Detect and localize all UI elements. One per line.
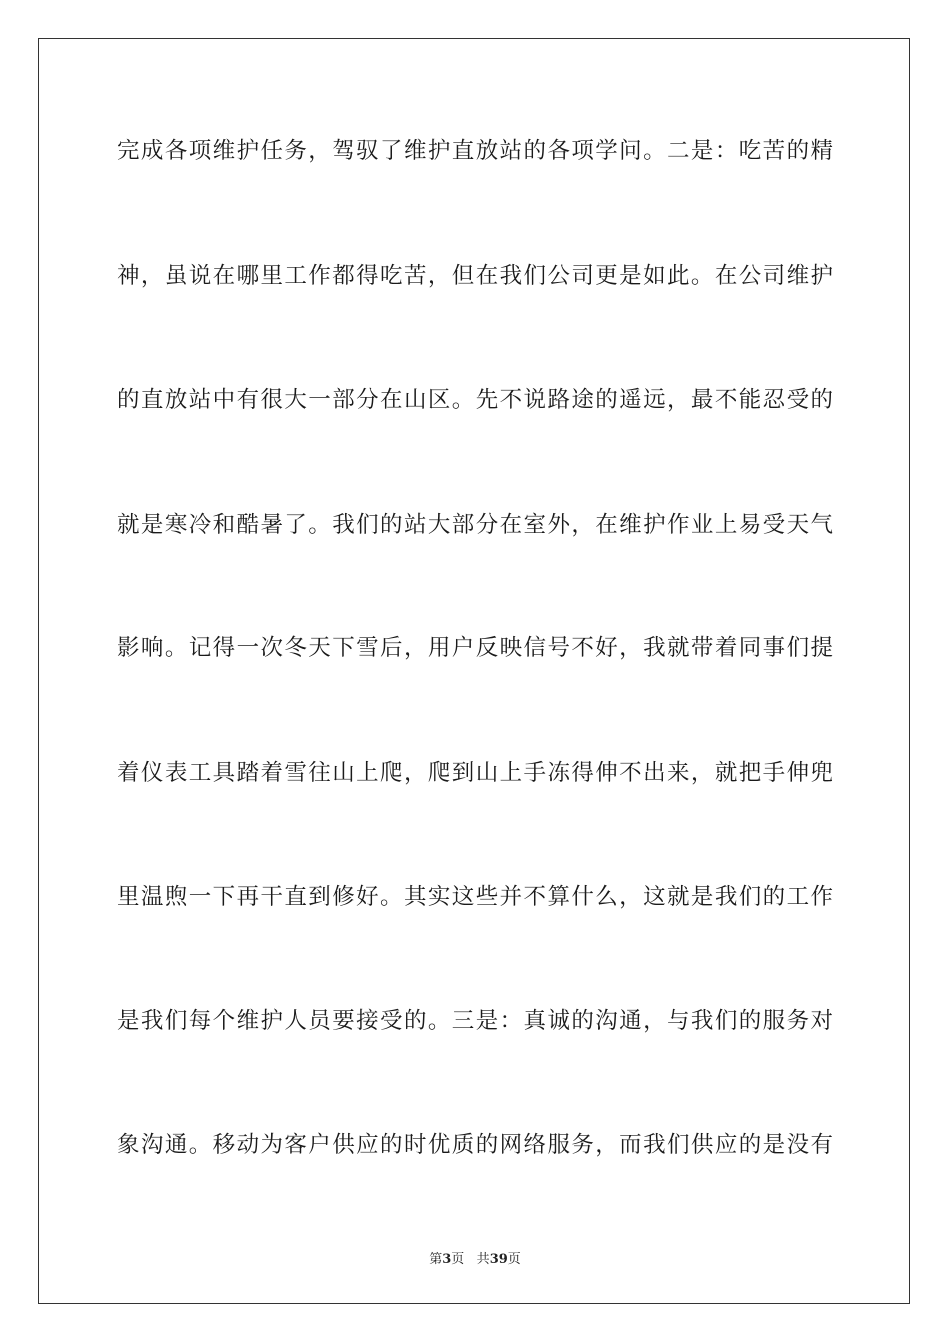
footer-total-pages: 39 (489, 1252, 508, 1267)
text-line-8: 是我们每个维护人员要接受的。三是：真诚的沟通，与我们的服务对 (117, 1008, 833, 1034)
text-line-6: 着仪表工具踏着雪往山上爬，爬到山上手冻得伸不出来，就把手伸兜 (117, 760, 833, 786)
footer-page-suffix: 页 (451, 1252, 465, 1267)
page-footer (0, 1248, 950, 1267)
text-line-3: 的直放站中有很大一部分在山区。先不说路途的遥远，最不能忍受的 (117, 387, 833, 413)
text-line-2: 神，虽说在哪里工作都得吃苦，但在我们公司更是如此。在公司维护 (117, 263, 833, 289)
footer-total-suffix: 页 (507, 1252, 521, 1267)
footer-page-prefix: 第 (429, 1252, 443, 1267)
text-line-9: 象沟通。移动为客户供应的时优质的网络服务，而我们供应的是没有 (117, 1132, 833, 1158)
page-border (38, 38, 910, 1304)
text-line-7: 里温煦一下再干直到修好。其实这些并不算什么，这就是我们的工作 (117, 884, 833, 910)
footer-page-number: 3 (442, 1252, 452, 1267)
footer-total-prefix: 共 (476, 1252, 490, 1267)
text-line-5: 影响。记得一次冬天下雪后，用户反映信号不好，我就带着同事们提 (117, 635, 833, 661)
text-line-1: 完成各项维护任务，驾驭了维护直放站的各项学问。二是：吃苦的精 (117, 138, 833, 164)
text-line-4: 就是寒冷和酷暑了。我们的站大部分在室外，在维护作业上易受天气 (117, 512, 833, 538)
